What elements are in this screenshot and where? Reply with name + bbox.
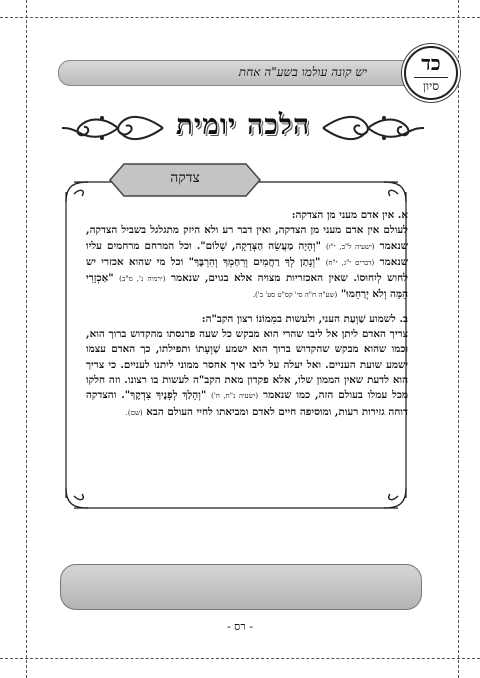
crop-line-left — [26, 0, 27, 678]
segment: צריך האדם ליתן אל ליבו שהרי הוא מבקש כל שעה פרנסתו מהקדוש ברוך הוא, וכמו שהוא מבקש שהקדוש ברוך הוא ישמע שַׁוְעָתוֹ ותפילתו, כך האדם עצמו ישמע שועת העניים. ואל יעלה על ליבו איך אחסר ממוני ליתנו לעניים. כי צריך הוא לדעת שאין הממון שלו, אלא פקדון מאת הקב"ה לעשות בו רצונו. וזה חלקו מכל עמלו בעולם הזה, כמו שנאמר — [86, 328, 408, 402]
source-citation: (ישעיה נ"ח, ח') — [211, 392, 259, 401]
date-badge — [404, 46, 458, 100]
section-tab — [100, 162, 270, 198]
bottom-banner — [60, 564, 422, 610]
page-title: הלכה יומית — [175, 108, 311, 141]
page-number: - רס - — [226, 620, 254, 633]
halacha-content — [86, 208, 408, 421]
crop-line-top — [0, 17, 480, 18]
source-citation: (שם). — [125, 408, 143, 417]
source-citation: (דברים י"ג, י"ח) — [325, 258, 375, 267]
segment: "אַכְזָרִי הֵמָּה וְלֹא יְרַחֵמוּ" — [86, 272, 408, 301]
segment: "וְהָלַךְ לְפָנֶיךָ צִדְקֶךָ". והצדקה דוחה גזירות רעות, ומוסיפה חיים לאדם ומביאתו לחיי העולם הבא — [86, 389, 408, 418]
segment: לעולם אין אדם מעני מן הצדקה, ואין דבר רע ולא היזק מתגלגל בשביל הצדקה, שנאמר — [86, 224, 408, 252]
flourish-left-icon — [58, 106, 168, 150]
running-title: יש קונה עולמו בשע"ה אחת — [238, 65, 367, 79]
flourish-right-icon — [318, 106, 428, 150]
source-citation: (ירמיה נ', מ"ב) — [119, 275, 166, 284]
paragraph-heading: א. אין אדם מעני מן הצדקה: — [291, 209, 408, 221]
paragraph-1 — [86, 208, 408, 304]
source-citation: (ישעיה ל"ב, י"ז) — [325, 242, 375, 251]
crop-line-right — [458, 0, 459, 678]
day-number: כד — [421, 51, 441, 75]
paragraph-gap — [86, 304, 408, 312]
badge-divider — [414, 77, 448, 78]
segment: "וְהָיָה מַעֲשֵׂה הַצְּדָקָה, שָׁלוֹם". וכל המרחם מרחמים עליו שנאמר — [86, 239, 408, 268]
section-label: צדקה — [170, 170, 200, 186]
running-header-bar — [58, 60, 418, 86]
crop-line-bottom — [0, 658, 480, 659]
paragraph-heading: ב. לשמוע שַׁוְעַת העני, ולעשות במִמוֹנוֹ רצון הקב"ה: — [201, 312, 408, 325]
month-label: סיון — [422, 79, 440, 93]
source-citation: (שע"ה ח"ה סי' קס"ט סע' ב'). — [252, 291, 338, 300]
segment: "וְנָתַן לְךָ רַחֲמִים וְרִחַמְךָ וְהִרְבֶּךָ" וכל מי שהוא אכזרי יש לחוש לְיִחוּסוֹ. שאין האכזריות מצויה אלא בגוים, שנאמר — [86, 255, 408, 285]
title-row — [58, 106, 428, 150]
paragraph-2 — [86, 312, 408, 421]
